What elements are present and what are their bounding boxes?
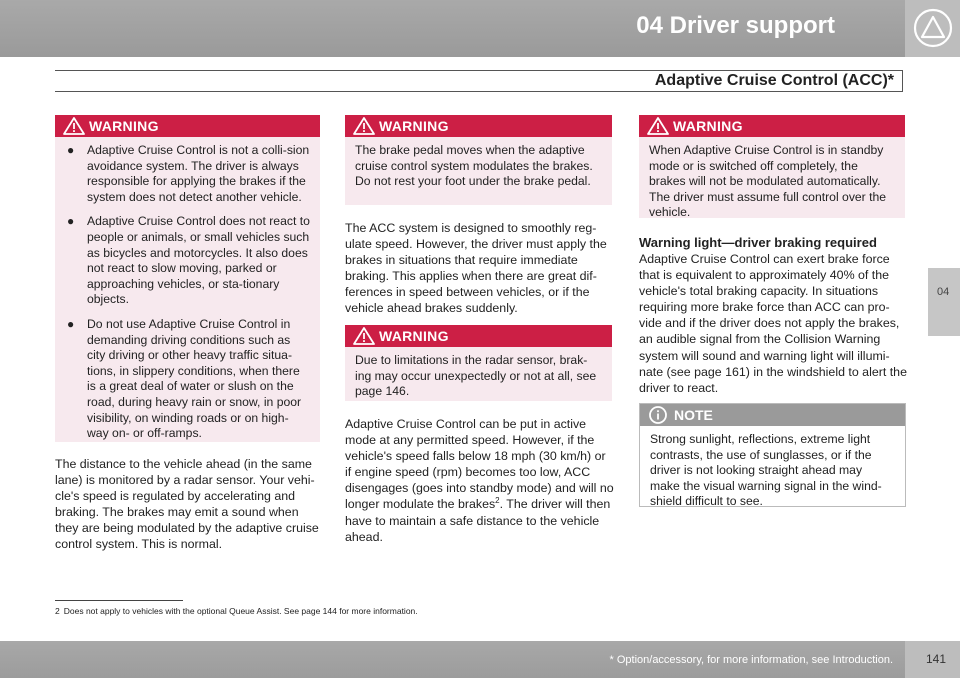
footnote (55, 606, 418, 616)
warning-item-text: Adaptive Cruise Control does not react to people or animals, or small vehicles such as bicycles and motorcycles. It also does not react to slow moving, parked or approaching vehicles, or sta-tionary objects. (87, 214, 310, 307)
bullet-icon: ● (67, 143, 75, 157)
warning-header (639, 115, 905, 137)
warning-list-item (65, 214, 310, 308)
bullet-icon: ● (67, 214, 75, 229)
section-title-bar (55, 70, 903, 92)
paragraph-text: . The driver will then have to maintain a safe distance to the vehicle ahead. (345, 497, 611, 544)
subheading: Warning light—driver braking required (639, 235, 877, 250)
footnote-ref[interactable]: 2 (495, 496, 500, 506)
warning-box-1 (55, 115, 320, 442)
footer-bar (0, 641, 905, 678)
warning-body: When Adaptive Cruise Control is in standby mode or is switched off completely, the brakes will not be modulated automatically. The driver must assume full control over the vehicle. (649, 143, 887, 220)
footnote-divider (55, 600, 183, 601)
warning-header (55, 115, 320, 137)
footnote-text: Does not apply to vehicles with the optional Queue Assist. See page 144 for more information. (63, 606, 418, 616)
warning-list-item (65, 317, 310, 442)
warning-header (345, 325, 612, 347)
warning-title: WARNING (673, 118, 743, 134)
warning-body (55, 137, 320, 450)
note-title: NOTE (674, 407, 713, 423)
body-paragraph: The distance to the vehicle ahead (in the same lane) is monitored by a radar sensor. Your vehi-cle's speed is regulated by accelerating and braking. The brakes may emit a sound when they are being modulated by the adaptive cruise control system. This is normal. (55, 457, 319, 552)
warning-item-text: Do not use Adaptive Cruise Control in demanding driving conditions such as city driving or other heavy traffic situa-tions, in slippery conditions, when there is a great deal of water or slush on the road, during heavy rain or snow, in poor visibility, on winding roads or on high-way on- or off-ramps. (87, 316, 302, 441)
note-box (639, 403, 906, 507)
page-number: 141 (926, 652, 947, 666)
warning-list-item (65, 143, 310, 205)
bullet-icon: ● (67, 316, 75, 331)
note-body: Strong sunlight, reflections, extreme light contrasts, the use of sunglasses, or if the driver is not looking straight ahead may make the visual warning signal in the wind-shield difficult to see. (650, 432, 882, 509)
warning-box-3 (345, 325, 612, 401)
chapter-side-tab-label: 04 (937, 286, 950, 298)
note-header (640, 404, 905, 426)
warning-triangle-icon (353, 117, 375, 135)
warning-body: Due to limitations in the radar sensor, brak-ing may occur unexpectedly or not at all, see page 146. (355, 353, 597, 399)
body-paragraph: Adaptive Cruise Control can exert brake force that is equivalent to approximately 40% of the vehicle's total braking capacity. In situations requiring more brake force than ACC can pro-vide and if the driver does not apply the brakes, an audible signal from the Collision Warning system will sound and warning light will illumi-nate (see page 161) in the windshield to alert the driver to react. (639, 252, 907, 395)
warning-title: WARNING (379, 328, 449, 344)
warning-list (65, 143, 310, 442)
warning-body: The brake pedal moves when the adaptive cruise control system modulates the brakes. Do not rest your foot under the brake pedal. (355, 143, 593, 189)
warning-triangle-icon (647, 117, 669, 135)
body-paragraph: The ACC system is designed to smoothly reg-ulate speed. However, the driver must apply the brakes in situations that require immediate braking. This applies when there are great dif-ferences in speed between vehicles, or if the vehicle ahead brakes suddenly. (345, 221, 607, 316)
warning-item-text: Adaptive Cruise Control is not a colli-sion avoidance system. The driver is always responsible for applying the brakes if the system does not detect another vehicle. (87, 143, 310, 204)
warning-title: WARNING (379, 118, 449, 134)
chapter-side-tab[interactable] (928, 268, 960, 336)
warning-triangle-icon (63, 117, 85, 135)
footer-text: * Option/accessory, for more information, see Introduction. (609, 654, 893, 666)
warning-box-2 (345, 115, 612, 205)
warning-title: WARNING (89, 118, 159, 134)
body-paragraph (345, 416, 615, 545)
info-icon (648, 406, 668, 424)
section-title: Adaptive Cruise Control (ACC)* (654, 72, 894, 89)
warning-triangle-icon (913, 8, 953, 48)
warning-header (345, 115, 612, 137)
chapter-title: 04 Driver support (636, 12, 835, 39)
warning-triangle-icon (353, 327, 375, 345)
warning-box-4 (639, 115, 905, 218)
header-bar (0, 0, 905, 57)
paragraph-text: Adaptive Cruise Control can be put in active mode at any permitted speed. However, if the vehicle's speed falls below 18 mph (30 km/h) or if engine speed (rpm) becomes too low, ACC disengages (goes into standby mode) and will no longer modulate the brakes (345, 417, 614, 512)
footnote-number: 2 (55, 606, 60, 616)
